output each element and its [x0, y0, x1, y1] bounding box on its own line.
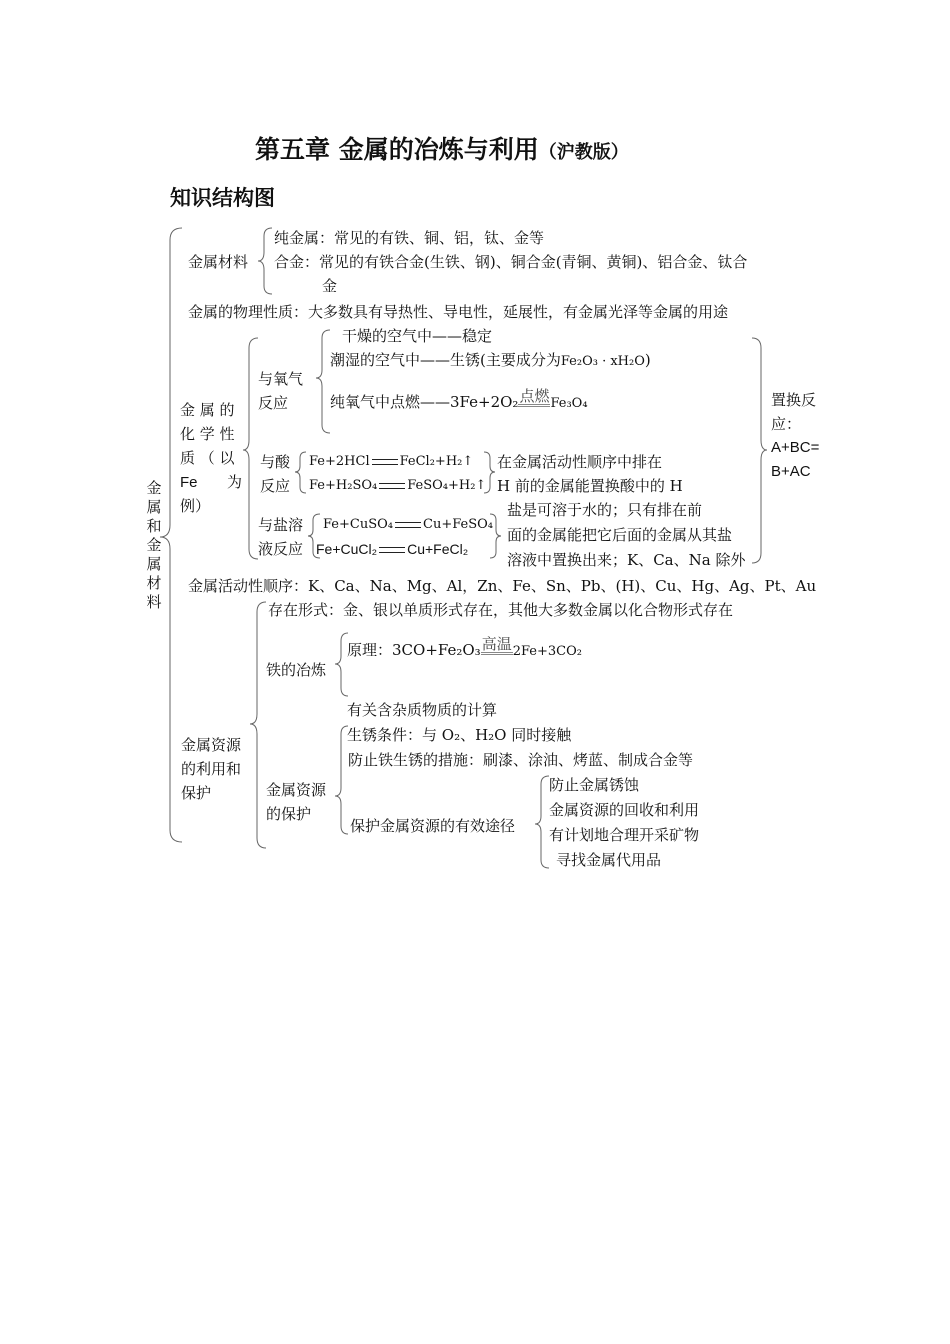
equals-sign: [379, 547, 405, 553]
salt-label-line: 液反应: [258, 540, 304, 558]
oxygen-label-line: 与氧气: [258, 370, 304, 388]
ignite-condition: 点燃: [519, 387, 550, 405]
section-heading: 知识结构图: [170, 185, 275, 210]
chemical-label-line: 质 （ 以: [180, 449, 235, 467]
ways-brace: [535, 776, 549, 868]
equation-rhs: Cu+FeSO₄: [423, 517, 493, 532]
protection-label-line: 金属资源: [266, 781, 327, 799]
salt-note-line: 盐是可溶于水的；只有排在前: [507, 501, 703, 519]
oxygen-humid: [330, 350, 651, 372]
replacement-brace: [752, 338, 767, 563]
equation-rhs: Cu+FeCl₂: [407, 541, 469, 557]
smelting-label: 铁的冶炼: [266, 661, 327, 679]
chemical-label-line: 化 学 性: [180, 425, 235, 443]
equals-sign: [372, 459, 398, 465]
oxygen-humid-text: 潮湿的空气中——生锈(主要成分为: [330, 351, 561, 369]
equals-sign: [395, 522, 421, 528]
alloy-text: 合金：常见的有铁合金(生铁、钢)、铜合金(青铜、黄铜)、铝合金、钛合: [274, 253, 748, 271]
list-item: 防止金属锈蚀: [549, 776, 640, 794]
equation-rhs: FeSO₄+H₂↑: [407, 478, 487, 493]
materials-brace: [258, 228, 272, 294]
salt-equation-cuso4: [323, 515, 493, 535]
physical-properties: 金属的物理性质：大多数具有导热性、导电性，延展性，有金属光泽等金属的用途: [188, 303, 729, 321]
oxygen-dry: 干燥的空气中——稳定: [342, 327, 493, 345]
acid-label-line: 与酸: [260, 453, 291, 471]
smelting-lhs: 原理：3CO+Fe₂O₃: [347, 641, 481, 659]
acid-note-line: H 前的金属能置换酸中的 H: [497, 477, 683, 495]
salt-equation-cucl2: [316, 539, 468, 559]
salt-label: [258, 515, 303, 559]
chemical-label-fe: Fe: [180, 474, 198, 491]
rust-prevention: 防止铁生锈的措施：刷漆、涂油、烤蓝、制成合金等: [348, 751, 694, 769]
rust-conditions: 生锈条件：与 O₂、H₂O 同时接触: [347, 726, 572, 744]
alloy-text-cont: 金: [322, 277, 338, 295]
equation-rhs: FeCl₂+H₂↑: [399, 454, 474, 469]
acid-note-line: 在金属活动性顺序中排在: [497, 453, 663, 471]
equation-lhs: Fe+CuSO₄: [323, 517, 393, 532]
impurity-calculation: 有关含杂质物质的计算: [347, 701, 498, 719]
replacement-reaction: [771, 388, 819, 484]
chemical-label: [180, 400, 242, 516]
equation-lhs: Fe+2HCl: [309, 454, 370, 469]
oxygen-label: [258, 369, 303, 413]
oxygen-burn: [330, 387, 588, 414]
equals-sign: [379, 483, 405, 489]
root-label: 金属和金属材料: [146, 479, 162, 611]
protection-ways-label: 保护金属资源的有效途径: [350, 817, 516, 835]
replacement-line: 置换反: [771, 391, 817, 409]
acid-brace: [295, 452, 306, 493]
acid-equation-h2so4: [309, 476, 486, 496]
pure-metal-text: 纯金属：常见的有铁、铜、铝，钛、金等: [274, 229, 545, 247]
resources-label-line: 保护: [181, 784, 212, 802]
title-main: 第五章 金属的冶炼与利用: [255, 135, 539, 164]
resources-brace: [250, 602, 266, 848]
chemical-label-line: [180, 472, 242, 492]
high-temp-condition: 高温: [481, 635, 512, 653]
replacement-line: B+AC: [771, 463, 811, 480]
title-edition: （沪教版）: [538, 142, 629, 163]
salt-label-line: 与盐溶: [258, 516, 304, 534]
acid-label: [260, 452, 290, 496]
rust-formula: Fe₂O₃ · xH₂O: [560, 354, 645, 369]
list-item: 有计划地合理开采矿物: [549, 826, 700, 844]
replacement-line: 应：: [771, 415, 802, 433]
salt-note-line: 面的金属能把它后面的金属从其盐: [507, 526, 733, 544]
list-item: 寻找金属代用品: [556, 851, 662, 869]
protection-label: [266, 778, 326, 826]
protection-label-line: 的保护: [266, 805, 312, 823]
oxygen-burn-rhs: Fe₃O₄: [550, 396, 588, 411]
oxygen-burn-lhs: 纯氧气中点燃——3Fe+2O₂: [330, 393, 519, 411]
resources-label: [181, 733, 241, 805]
replacement-line: A+BC=: [771, 439, 820, 456]
chemical-label-line: 金 属 的: [180, 401, 235, 419]
smelting-rhs: 2Fe+3CO₂: [512, 644, 582, 659]
materials-label: 金属材料: [188, 253, 249, 271]
resources-label-line: 的利用和: [181, 760, 242, 778]
salt-note-line: 溶液中置换出来；K、Ca、Na 除外: [507, 551, 746, 569]
list-item: 金属资源的回收和利用: [549, 801, 700, 819]
oxygen-humid-close: ): [644, 351, 651, 369]
chemical-label-line: 例）: [180, 497, 211, 515]
oxygen-label-line: 反应: [258, 394, 289, 412]
oxygen-brace: [316, 330, 330, 433]
chemical-brace: [243, 338, 258, 559]
resources-label-line: 金属资源: [181, 736, 242, 754]
equation-lhs: Fe+H₂SO₄: [309, 478, 378, 493]
acid-label-line: 反应: [260, 477, 291, 495]
acid-equation-hcl: [309, 452, 473, 472]
chemical-label-as: 为: [226, 473, 242, 491]
equation-lhs: Fe+CuCl₂: [316, 541, 378, 557]
existence-form: 存在形式：金、银以单质形式存在，其他大多数金属以化合物形式存在: [268, 601, 734, 619]
activity-series: 金属活动性顺序：K、Ca、Na、Mg、Al，Zn、Fe、Sn、Pb、(H)、Cu、Hg、Ag、Pt、Au: [188, 577, 817, 595]
smelting-principle: [347, 635, 582, 662]
